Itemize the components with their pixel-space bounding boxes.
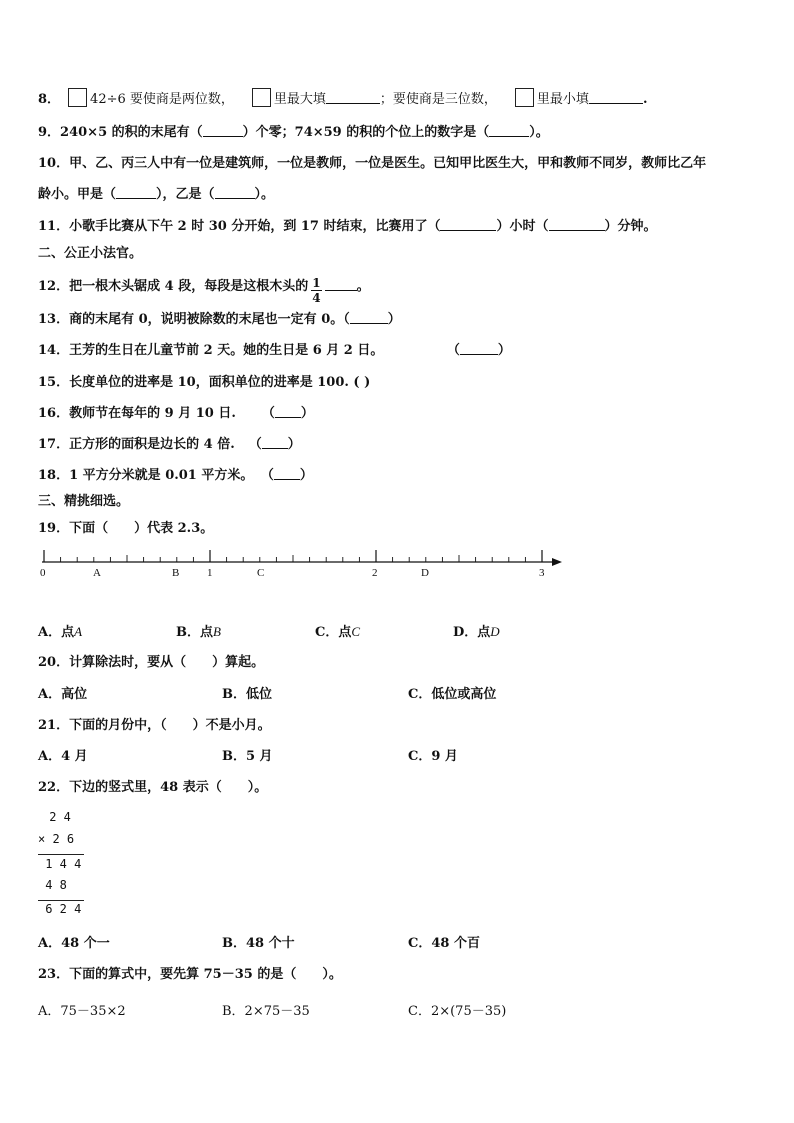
q18-text-c: ）: [299, 468, 313, 483]
q19-option-d[interactable]: [453, 623, 500, 642]
tick-label-0: 0: [40, 567, 46, 579]
vertical-row-2: × 2 6: [38, 832, 75, 846]
answer-blank[interactable]: [326, 91, 380, 104]
q22-option-c[interactable]: C．48 个百: [408, 936, 480, 951]
point-label-a: A: [93, 567, 101, 579]
question-10-line-1: 10．甲、乙、丙三人中有一位是建筑师，一位是教师，一位是医生。已知甲比医生大，甲和教师不同岁，教师比乙年: [38, 156, 707, 171]
option-label: C．点: [315, 625, 352, 640]
q14-text-a: 14．王芳的生日在儿童节前 2 天。她的生日是 6 月 2 日。: [38, 343, 384, 358]
answer-blank[interactable]: [589, 91, 643, 104]
q12-text-a: 12．把一根木头锯成 4 段，每段是这根木头的: [38, 279, 309, 294]
question-10-line-2: [38, 186, 274, 204]
question-16: [38, 405, 314, 423]
q13-text-a: 13．商的末尾有 0，说明被除数的末尾也一定有 0。（: [38, 312, 350, 327]
option-label: B．点: [176, 625, 213, 640]
tick-label-1: 1: [207, 567, 213, 579]
answer-blank[interactable]: [325, 278, 357, 291]
answer-box[interactable]: [68, 88, 87, 107]
section-3-heading: 三、精挑细选。: [38, 494, 130, 509]
tick-label-3: 3: [539, 567, 545, 579]
q8-text-d: 里最小填: [536, 92, 589, 107]
vertical-rule-1: [38, 854, 84, 855]
question-23-stem: 23．下面的算式中，要先算 75－35 的是（ ）。: [38, 967, 342, 982]
vertical-row-4: 4 8: [38, 878, 67, 892]
answer-blank[interactable]: [549, 218, 605, 231]
option-var: D: [490, 624, 500, 639]
point-label-c: C: [257, 567, 265, 579]
question-14: [38, 342, 511, 360]
question-8: [38, 88, 647, 109]
q11-text-c: ）分钟。: [604, 219, 657, 234]
q22-option-a[interactable]: A．48 个一: [38, 936, 110, 951]
q9-text-c: ）。: [529, 125, 549, 140]
q9-text-b: ）个零；74×59 的积的个位上的数字是（: [242, 125, 490, 140]
answer-blank[interactable]: [274, 467, 300, 480]
q23-option-b[interactable]: B．2×75－35: [222, 1004, 310, 1019]
q23-option-c[interactable]: C．2×(75－35): [408, 1004, 507, 1019]
question-13: [38, 311, 401, 329]
q21-option-a[interactable]: A．4 月: [38, 749, 88, 764]
q21-option-c[interactable]: C．9 月: [408, 749, 458, 764]
q17-text-a: 17．正方形的面积是边长的 4 倍.: [38, 437, 235, 452]
q19-option-c[interactable]: [315, 623, 360, 642]
fraction-numerator: 1: [312, 276, 321, 290]
question-21-stem: 21．下面的月份中，（ ）不是小月。: [38, 718, 271, 733]
q11-text-b: ）小时（: [496, 219, 549, 234]
vertical-row-1: 2 4: [42, 810, 71, 824]
question-18: [38, 467, 313, 485]
question-17: [38, 436, 301, 454]
q8-number: 8．: [38, 92, 61, 107]
q12-text-b: 。: [356, 279, 370, 294]
answer-blank[interactable]: [215, 186, 255, 199]
vertical-row-5: 6 2 4: [38, 902, 82, 916]
option-var: B: [213, 624, 221, 639]
q8-text-b: 里最大填: [273, 92, 326, 107]
option-label: A．点: [38, 625, 75, 640]
q19-option-b[interactable]: [176, 623, 221, 642]
q14-text-b: （: [453, 343, 460, 358]
question-22-stem: 22．下边的竖式里，48 表示（ ）。: [38, 780, 268, 795]
answer-blank[interactable]: [262, 436, 288, 449]
q8-text-e: .: [642, 92, 648, 107]
q23-option-a[interactable]: A．75－35×2: [38, 1004, 126, 1019]
q18-text-a: 18．1 平方分米就是 0.01 平方米。: [38, 468, 254, 483]
q16-text-c: ）: [300, 406, 314, 421]
question-9: [38, 124, 549, 142]
q11-text-a: 11．小歌手比赛从下午 2 时 30 分开始，到 17 时结束，比赛用了（: [38, 219, 441, 234]
q10-text-b: ），乙是（: [156, 187, 215, 202]
point-label-d: D: [421, 567, 429, 579]
q8-text-a: 42÷6 要使商是两位数，: [90, 92, 234, 107]
option-var: A: [74, 624, 83, 639]
tick-label-2: 2: [372, 567, 378, 579]
question-15: 15．长度单位的进率是 10，面积单位的进率是 100. ( ): [38, 375, 371, 390]
question-20-stem: 20．计算除法时，要从（ ）算起。: [38, 655, 265, 670]
answer-blank[interactable]: [275, 405, 301, 418]
q18-text-b: （: [267, 468, 274, 483]
answer-blank[interactable]: [350, 311, 388, 324]
q8-text-c: ；要使商是三位数，: [379, 92, 497, 107]
fraction: [311, 276, 321, 305]
answer-blank[interactable]: [203, 124, 243, 137]
q22-option-b[interactable]: B．48 个十: [222, 936, 295, 951]
question-11: [38, 218, 657, 236]
number-line-ticks: [44, 550, 542, 562]
answer-blank[interactable]: [440, 218, 496, 231]
question-12: [38, 276, 370, 305]
q19-option-a[interactable]: [38, 623, 82, 642]
q13-text-b: ）: [387, 312, 401, 327]
option-label: D．点: [453, 625, 491, 640]
answer-box[interactable]: [252, 88, 271, 107]
fraction-denominator: 4: [312, 291, 321, 305]
q21-option-b[interactable]: B．5 月: [222, 749, 273, 764]
q10-text-c: ）。: [254, 187, 275, 202]
answer-blank[interactable]: [116, 186, 156, 199]
vertical-row-3: 1 4 4: [38, 857, 82, 871]
q16-text-b: （: [261, 406, 275, 421]
number-line-arrow: [552, 558, 562, 566]
q10-text-a: 龄小。甲是（: [38, 187, 117, 202]
point-label-b: B: [172, 567, 180, 579]
q20-option-c[interactable]: C．低位或高位: [408, 687, 497, 702]
q17-text-b: （: [248, 437, 262, 452]
answer-blank[interactable]: [489, 124, 529, 137]
vertical-multiplication: [38, 810, 98, 920]
answer-box[interactable]: [515, 88, 534, 107]
q9-text-a: 9．240×5 的积的末尾有（: [38, 125, 203, 140]
question-19-stem: 19．下面（ ）代表 2.3。: [38, 521, 214, 536]
q17-text-c: ）: [287, 437, 301, 452]
option-var: C: [351, 624, 361, 639]
answer-blank[interactable]: [460, 342, 498, 355]
vertical-rule-2: [38, 900, 84, 901]
q20-option-b[interactable]: B．低位: [222, 687, 272, 702]
section-2-heading: 二、公正小法官。: [38, 246, 143, 261]
q16-text-a: 16．教师节在每年的 9 月 10 日.: [38, 406, 236, 421]
q14-text-c: ）: [497, 343, 511, 358]
number-line: [30, 548, 590, 588]
q20-option-a[interactable]: A．高位: [38, 687, 88, 702]
